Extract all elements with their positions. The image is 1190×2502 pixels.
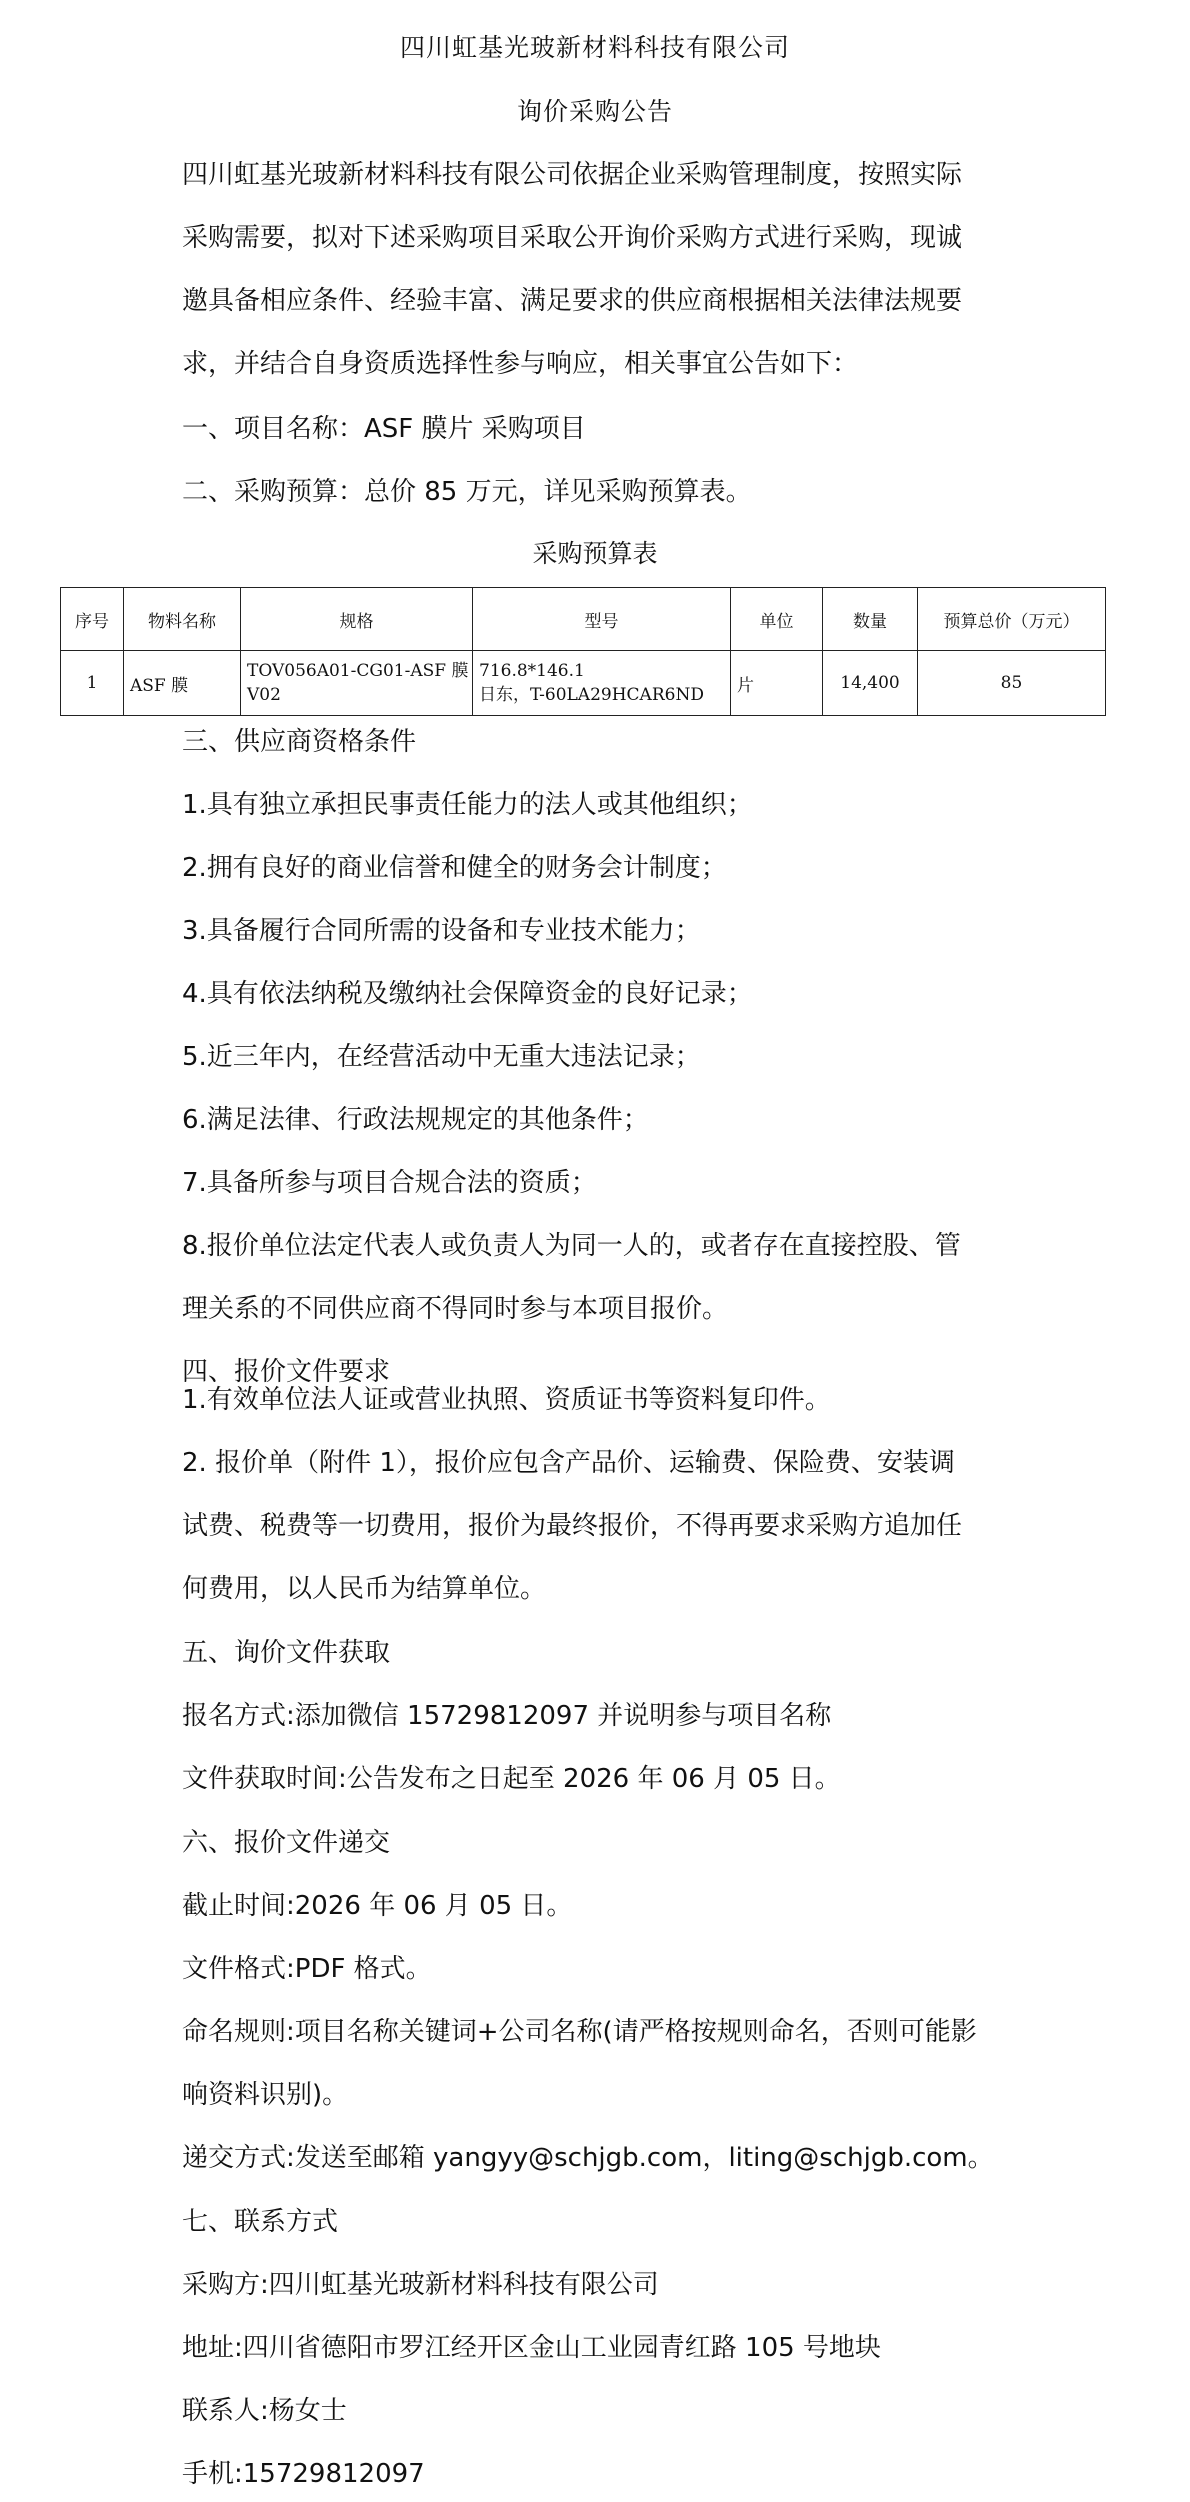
announcement-title: 询价采购公告 (516, 97, 673, 126)
cell-model-line-1: 716.8*146.1 (479, 661, 585, 681)
cell-no: 1 (61, 651, 124, 716)
section-submit-heading: 六、报价文件递交 (182, 1828, 391, 1858)
section-project-name: 一、项目名称：ASF 膜片 采购项目 (182, 414, 586, 444)
submit-item-email: 递交方式:发送至邮箱 yangyy@schjgb.com，liting@schjgb.com。 (182, 2143, 994, 2173)
obtain-item-time: 文件获取时间:公告发布之日起至 2026 年 06 月 05 日。 (182, 1764, 841, 1794)
table-row (61, 651, 1106, 716)
contact-address: 地址:四川省德阳市罗江经开区金山工业园青红路 105 号地块 (182, 2333, 881, 2363)
intro-line-2: 采购需要，拟对下述采购项目采取公开询价采购方式进行采购，现诚 (182, 223, 963, 253)
qualification-item: 3.具备履行合同所需的设备和专业技术能力； (182, 916, 701, 946)
contact-phone: 手机:15729812097 (182, 2459, 425, 2489)
qualification-item: 6.满足法律、行政法规规定的其他条件； (182, 1105, 649, 1135)
cell-spec-line-1: TOV056A01-CG01-ASF 膜 (247, 661, 469, 681)
cell-model-line-2: 日东，T-60LA29HCAR6ND (479, 685, 704, 705)
col-header-model: 型号 (473, 588, 731, 651)
budget-table (60, 587, 1106, 716)
contact-person: 联系人:杨女士 (182, 2396, 347, 2426)
section-contact-heading: 七、联系方式 (182, 2207, 339, 2237)
quote-doc-item-continued: 何费用，以人民币为结算单位。 (182, 1574, 547, 1604)
intro-line-1: 四川虹基光玻新材料科技有限公司依据企业采购管理制度，按照实际 (182, 160, 963, 190)
qualification-item-continued: 理关系的不同供应商不得同时参与本项目报价。 (182, 1294, 729, 1324)
budget-table-caption: 采购预算表 (532, 539, 658, 568)
company-name-heading: 四川虹基光玻新材料科技有限公司 (399, 33, 790, 62)
section-qualifications-heading: 三、供应商资格条件 (182, 727, 417, 757)
quote-doc-item-continued: 试费、税费等一切费用，报价为最终报价，不得再要求采购方追加任 (182, 1511, 963, 1541)
intro-line-3: 邀具备相应条件、经验丰富、满足要求的供应商根据相关法律法规要 (182, 286, 963, 316)
contact-purchaser: 采购方:四川虹基光玻新材料科技有限公司 (182, 2270, 659, 2300)
col-header-no: 序号 (61, 588, 124, 651)
cell-unit: 片 (731, 651, 823, 716)
section-quote-docs-heading: 四、报价文件要求 (182, 1357, 391, 1387)
qualification-item: 1.具有独立承担民事责任能力的法人或其他组织； (182, 790, 753, 820)
qualification-item: 4.具有依法纳税及缴纳社会保障资金的良好记录； (182, 979, 753, 1009)
intro-line-4: 求，并结合自身资质选择性参与响应，相关事宜公告如下： (182, 349, 859, 379)
col-header-spec: 规格 (241, 588, 473, 651)
qualification-item: 5.近三年内，在经营活动中无重大违法记录； (182, 1042, 701, 1072)
quote-doc-item: 2. 报价单（附件 1），报价应包含产品价、运输费、保险费、安装调 (182, 1448, 955, 1478)
qualification-item: 8.报价单位法定代表人或负责人为同一人的，或者存在直接控股、管 (182, 1231, 961, 1261)
budget-table-header-row (61, 588, 1106, 651)
col-header-qty: 数量 (823, 588, 918, 651)
col-header-unit: 单位 (731, 588, 823, 651)
cell-total: 85 (918, 651, 1106, 716)
section-obtain-heading: 五、询价文件获取 (182, 1638, 391, 1668)
cell-spec (241, 651, 473, 716)
obtain-item-registration: 报名方式:添加微信 15729812097 并说明参与项目名称 (182, 1701, 832, 1731)
quote-doc-item: 1.有效单位法人证或营业执照、资质证书等资料复印件。 (182, 1385, 831, 1415)
col-header-name: 物料名称 (124, 588, 241, 651)
cell-qty: 14,400 (823, 651, 918, 716)
col-header-total: 预算总价（万元） (918, 588, 1106, 651)
submit-item-deadline: 截止时间:2026 年 06 月 05 日。 (182, 1891, 573, 1921)
section-budget: 二、采购预算：总价 85 万元，详见采购预算表。 (182, 477, 752, 507)
qualification-item: 7.具备所参与项目合规合法的资质； (182, 1168, 597, 1198)
cell-spec-line-2: V02 (247, 685, 281, 705)
cell-model (473, 651, 731, 716)
cell-name: ASF 膜 (124, 651, 241, 716)
submit-item-naming-continued: 响资料识别)。 (182, 2080, 349, 2110)
submit-item-format: 文件格式:PDF 格式。 (182, 1954, 432, 1984)
qualification-item: 2.拥有良好的商业信誉和健全的财务会计制度； (182, 853, 727, 883)
submit-item-naming: 命名规则:项目名称关键词+公司名称(请严格按规则命名，否则可能影 (182, 2017, 977, 2047)
